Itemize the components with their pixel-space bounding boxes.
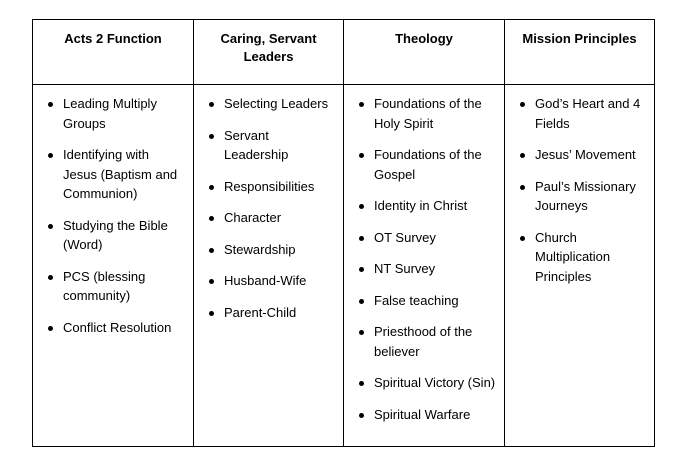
list-item: Responsibilities: [200, 177, 335, 197]
header-row: [33, 20, 655, 85]
list-item: Foundations of the Holy Spirit: [350, 94, 496, 133]
list-item: Conflict Resolution: [39, 318, 185, 338]
list-item: Husband-Wife: [200, 271, 335, 291]
acts-2-function-list: [39, 94, 185, 337]
header-caring-servant-leaders: Caring, Servant Leaders: [194, 20, 344, 85]
list-item: Leading Multiply Groups: [39, 94, 185, 133]
list-item: Character: [200, 208, 335, 228]
cell-theology: [344, 85, 505, 447]
list-item: Paul’s Missionary Journeys: [511, 177, 646, 216]
list-item: PCS (blessing community): [39, 267, 185, 306]
caring-servant-leaders-list: [200, 94, 335, 322]
curriculum-table: [32, 19, 655, 447]
list-item: False teaching: [350, 291, 496, 311]
list-item: Parent-Child: [200, 303, 335, 323]
list-item: Stewardship: [200, 240, 335, 260]
cell-mission-principles: [505, 85, 655, 447]
theology-list: [350, 94, 496, 424]
list-item: Spiritual Warfare: [350, 405, 496, 425]
list-item: Priesthood of the believer: [350, 322, 496, 361]
list-item: Jesus’ Movement: [511, 145, 646, 165]
mission-principles-list: [511, 94, 646, 286]
list-item: OT Survey: [350, 228, 496, 248]
list-item: Foundations of the Gospel: [350, 145, 496, 184]
header-mission-principles: Mission Principles: [505, 20, 655, 85]
list-item: Identifying with Jesus (Baptism and Communion): [39, 145, 185, 204]
list-item: NT Survey: [350, 259, 496, 279]
list-item: God’s Heart and 4 Fields: [511, 94, 646, 133]
list-item: Studying the Bible (Word): [39, 216, 185, 255]
list-item: Spiritual Victory (Sin): [350, 373, 496, 393]
list-item: Servant Leadership: [200, 126, 335, 165]
cell-caring-servant-leaders: [194, 85, 344, 447]
header-acts-2-function: Acts 2 Function: [33, 20, 194, 85]
body-row: [33, 85, 655, 447]
cell-acts-2-function: [33, 85, 194, 447]
list-item: Identity in Christ: [350, 196, 496, 216]
list-item: Church Multiplication Principles: [511, 228, 646, 287]
list-item: Selecting Leaders: [200, 94, 335, 114]
header-theology: Theology: [344, 20, 505, 85]
